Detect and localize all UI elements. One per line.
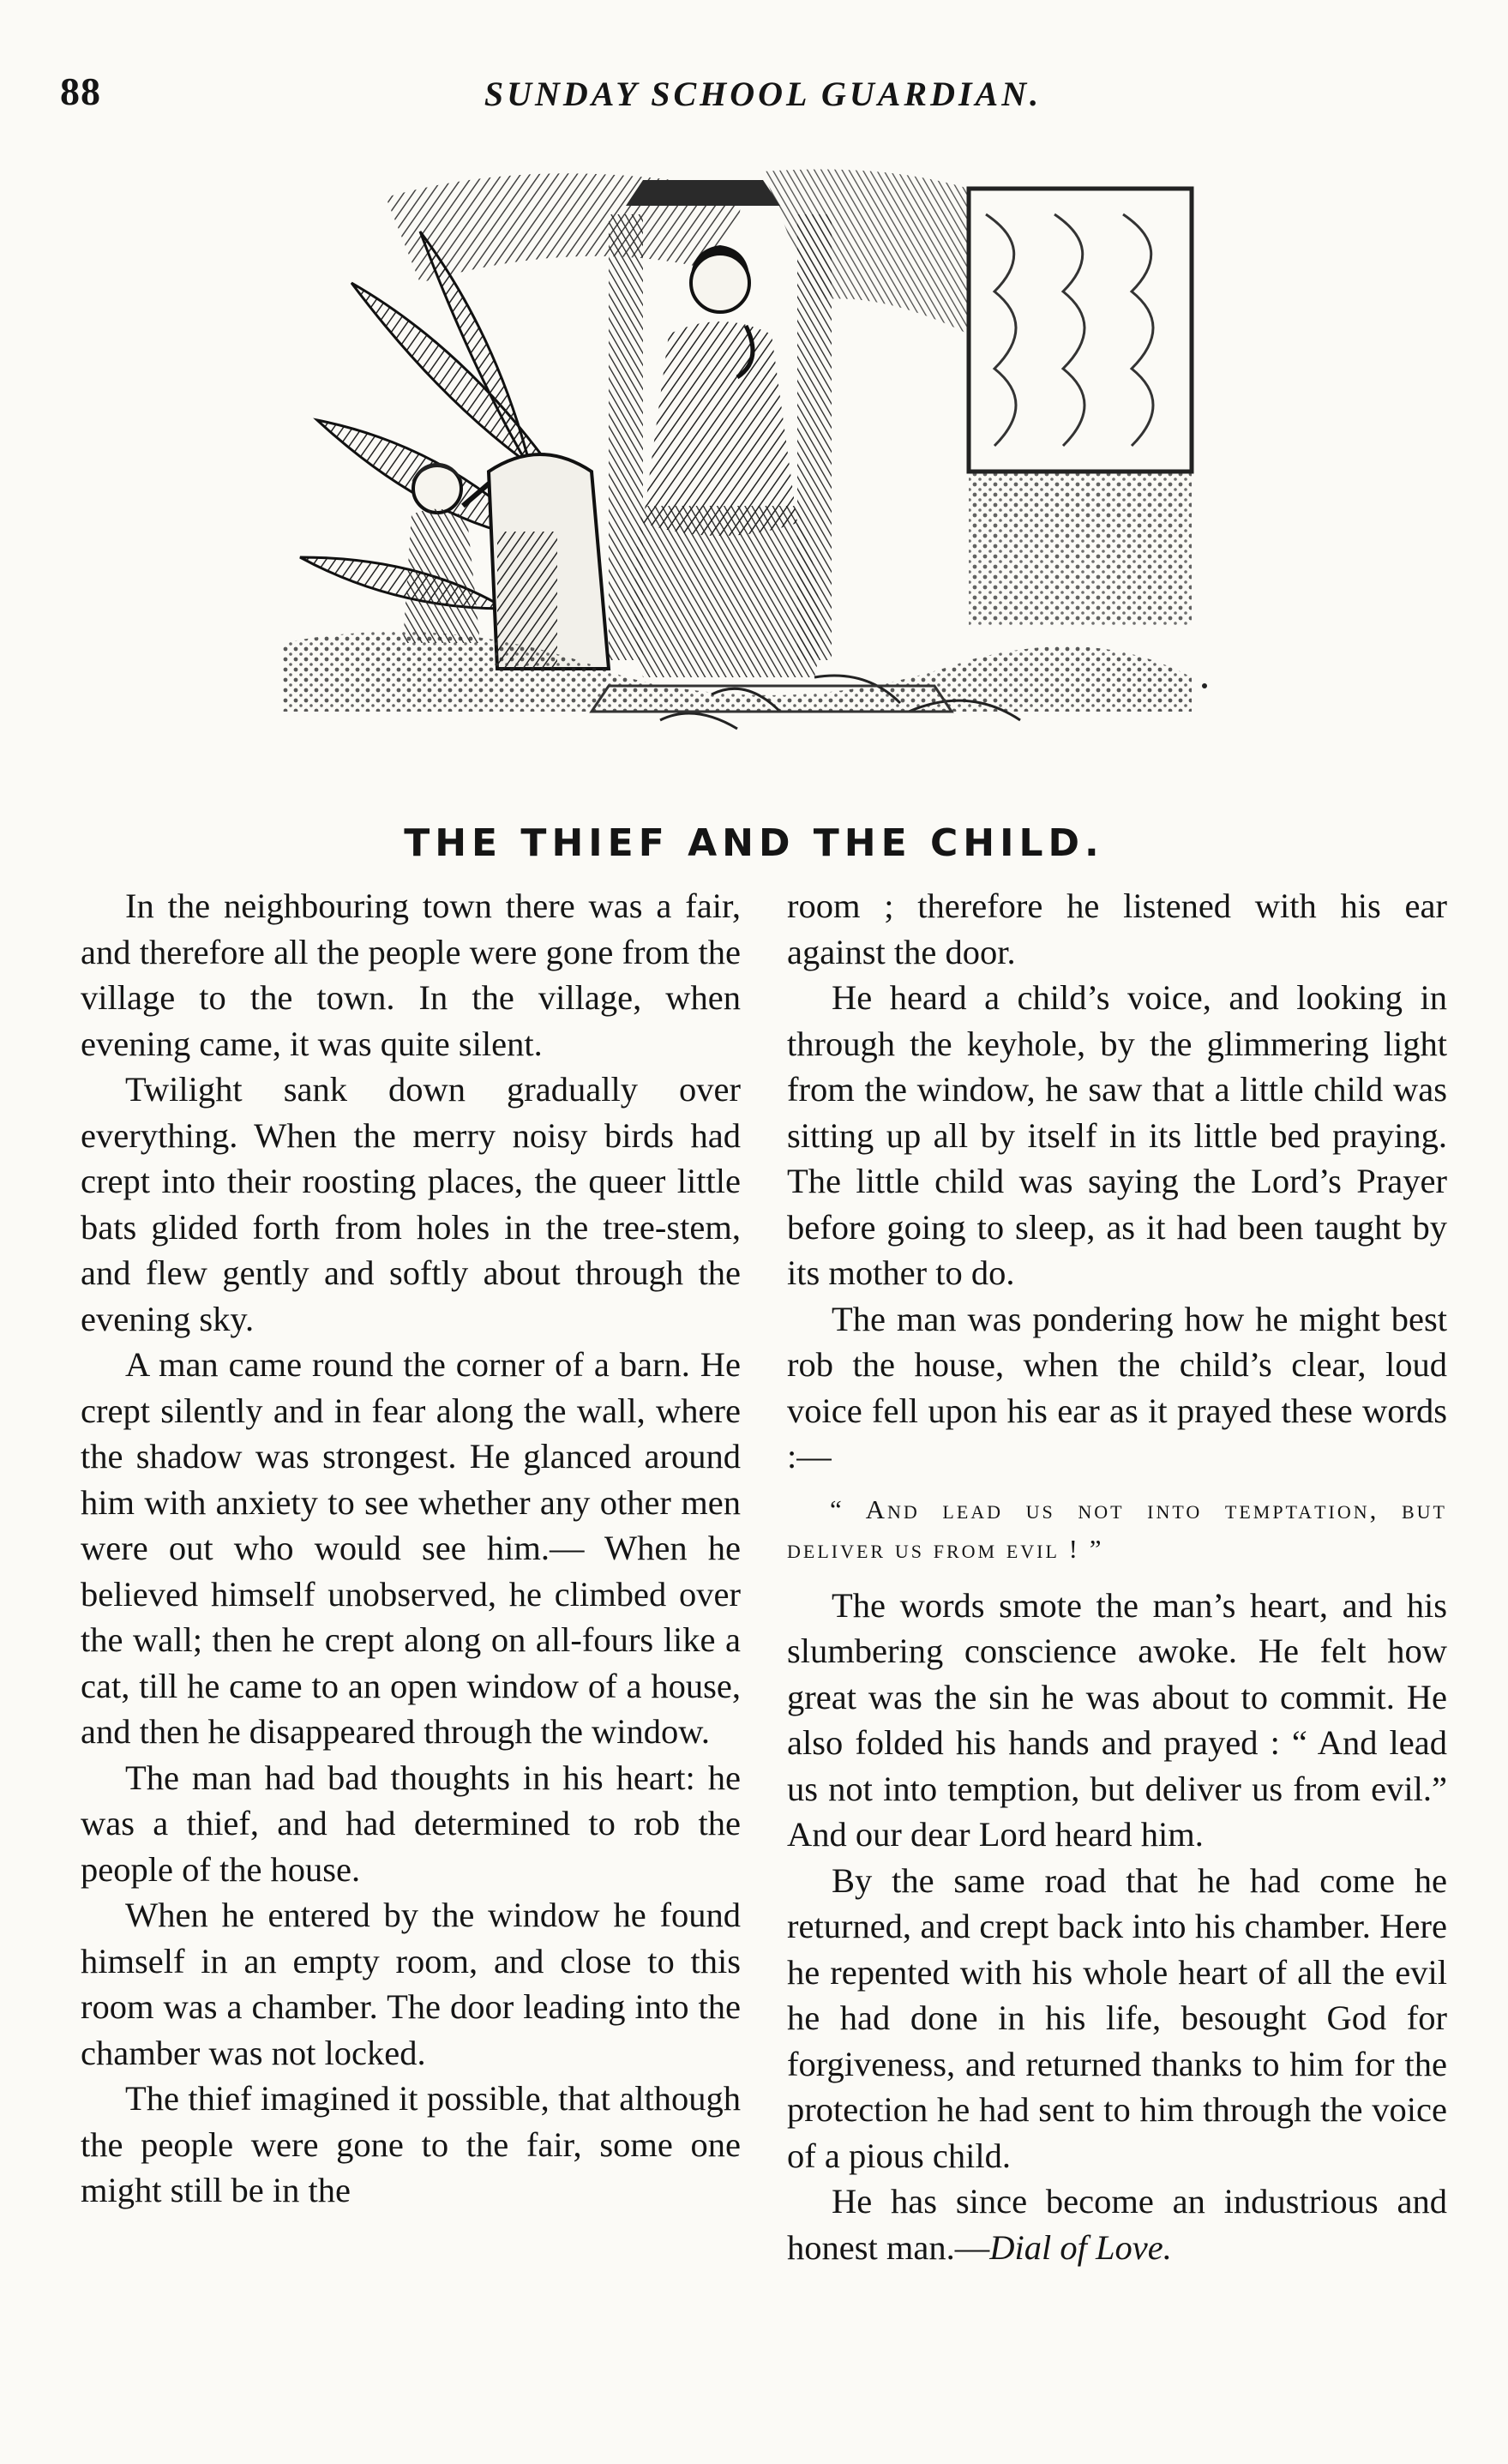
engraving-illustration bbox=[283, 163, 1217, 780]
article-title: THE THIEF AND THE CHILD. bbox=[404, 821, 1104, 865]
paragraph: Twilight sank down gradually over everything. When the merry noisy birds had crept into their roosting places, the queer little bats glided forth from holes in the tree-stem, and flew gently and softly about through the evening sky. bbox=[81, 1070, 741, 1338]
page-header bbox=[60, 69, 1466, 120]
paragraph: When he entered by the window he found himself in an empty room, and close to this room was a chamber. The door leading into the chamber was not locked. bbox=[81, 1896, 741, 2072]
paragraph: In the neighbouring town there was a fair, and therefore all the people were gone from the village to the town. In the village, when evening came, it was quite silent. bbox=[81, 886, 741, 1063]
final-sentence: He has since become an industrious and honest man.— bbox=[787, 2182, 1447, 2267]
paragraph-final bbox=[787, 2179, 1447, 2270]
engraving-woman-seated-child-praying-icon bbox=[283, 163, 1217, 780]
paragraph: A man came round the corner of a barn. He crept silently and in fear along the wall, where the shadow was strongest. He glanced around him with anxiety to see whether any other men were out who would see him.— When he believed himself unobserved, he climbed over the wall; then he crept along on all-fours like a cat, till he came to an open window of a house, and then he disappeared through the window. bbox=[81, 1345, 741, 1751]
page-number: 88 bbox=[60, 69, 101, 113]
source-attribution: Dial of Love. bbox=[989, 2227, 1172, 2267]
paragraph: The man was pondering how he might best rob the house, when the child’s clear, loud voice fell upon his ear as it prayed these words :— bbox=[787, 1299, 1447, 1475]
paragraph: The man had bad thoughts in his heart: he was a thief, and had determined to rob the people of the house. bbox=[81, 1758, 741, 1889]
paragraph: By the same road that he had come he returned, and crept back into his chamber. Here he repented with his whole heart of all the evil he had done in his life, besought God for forgiveness, and returned thanks to him for the protection he had sent to him through the voice of a pious child. bbox=[787, 1860, 1447, 2175]
paragraph-continued: room ; therefore he listened with his ear against the door. bbox=[787, 886, 1447, 971]
prayer-quote: “ And lead us not into temptation, but deliver us from evil ! ” bbox=[787, 1493, 1447, 1564]
text-column-left bbox=[81, 883, 741, 2426]
paragraph: The thief imagined it possible, that although the people were gone to the fair, some one might still be in the bbox=[81, 2079, 741, 2209]
text-column-right bbox=[787, 883, 1447, 2426]
paragraph: He heard a child’s voice, and looking in through the keyhole, by the glimmering light from the window, he saw that a little child was sitting up all by itself in its little bed praying. The little child was saying the Lord’s Prayer before going to sleep, as it had been taught by its mother to do. bbox=[787, 978, 1447, 1292]
paragraph: The words smote the man’s heart, and his slumbering conscience awoke. He felt how great was the sin he was about to commit. He also folded his hands and prayed : “ And lead us not into temption, but deliver us from evil.” And our dear Lord heard him. bbox=[787, 1585, 1447, 1854]
running-head: SUNDAY SCHOOL GUARDIAN. bbox=[484, 75, 1042, 113]
